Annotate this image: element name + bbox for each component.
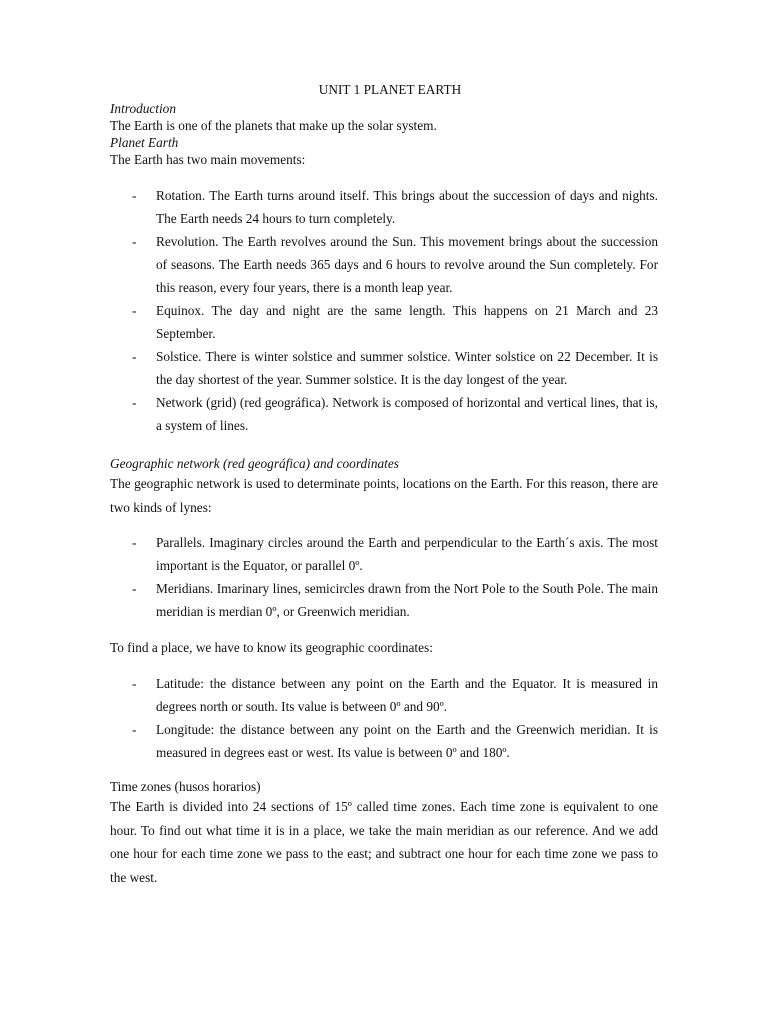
list-item xyxy=(110,672,658,718)
list-dash: - xyxy=(132,234,137,249)
list-item xyxy=(110,577,658,623)
list-dash: - xyxy=(132,722,137,737)
list-dash: - xyxy=(132,188,137,203)
coordinates-list xyxy=(110,672,658,764)
intro-heading: Introduction xyxy=(110,101,176,116)
list-dash: - xyxy=(132,395,137,410)
list-dash: - xyxy=(132,535,137,550)
list-item xyxy=(110,230,658,299)
list-item xyxy=(110,391,658,437)
list-item-text: Revolution. The Earth revolves around the Sun. This movement brings about the succession of seasons. The Earth needs 365 days and 6 hours to revolve around the Sun completely. For this reason, every four years, there is a month leap year. xyxy=(156,234,658,295)
timezones-heading: Time zones (husos horarios) xyxy=(110,779,261,794)
list-item-text: Parallels. Imaginary circles around the Earth and perpendicular to the Earth´s axis. The most important is the Equator, or parallel 0º. xyxy=(156,535,658,573)
list-item xyxy=(110,531,658,577)
list-dash: - xyxy=(132,303,137,318)
lines-list xyxy=(110,531,658,623)
network-heading: Geographic network (red geográfica) and coordinates xyxy=(110,456,399,471)
planet-earth-heading: Planet Earth xyxy=(110,135,179,150)
timezones-text: The Earth is divided into 24 sections of 15º called time zones. Each time zone is equivalent to one hour. To find out what time it is in a place, we take the main meridian as our reference. And we add one hour for each time zone we pass to the east; and subtract one hour for each time zone we pass to the west. xyxy=(110,799,658,885)
list-item-text: Network (grid) (red geográfica). Network is composed of horizontal and vertical lines, that is, a system of lines. xyxy=(156,395,658,433)
list-item xyxy=(110,299,658,345)
network-text: The geographic network is used to determinate points, locations on the Earth. For this reason, there are two kinds of lynes: xyxy=(110,476,658,515)
list-item-text: Solstice. There is winter solstice and summer solstice. Winter solstice on 22 December. It is the day shortest of the year. Summer solstice. It is the day longest of the year. xyxy=(156,349,658,387)
intro-text: The Earth is one of the planets that make up the solar system. xyxy=(110,118,437,133)
list-dash: - xyxy=(132,676,137,691)
document-page xyxy=(110,80,658,889)
movements-list xyxy=(110,184,658,437)
list-item-text: Equinox. The day and night are the same length. This happens on 21 March and 23 September. xyxy=(156,303,658,341)
list-dash: - xyxy=(132,349,137,364)
list-item xyxy=(110,184,658,230)
list-dash: - xyxy=(132,581,137,596)
coordinates-intro: To find a place, we have to know its geographic coordinates: xyxy=(110,640,433,655)
list-item-text: Latitude: the distance between any point on the Earth and the Equator. It is measured in degrees north or south. Its value is between 0º and 90º. xyxy=(156,676,658,714)
document-title: UNIT 1 PLANET EARTH xyxy=(318,82,462,97)
list-item xyxy=(110,718,658,764)
list-item-text: Longitude: the distance between any point on the Earth and the Greenwich meridian. It is measured in degrees east or west. Its value is between 0º and 180º. xyxy=(156,722,658,760)
list-item xyxy=(110,345,658,391)
list-item-text: Rotation. The Earth turns around itself. This brings about the succession of days and nights. The Earth needs 24 hours to turn completely. xyxy=(156,188,658,226)
list-item-text: Meridians. Imarinary lines, semicircles drawn from the Nort Pole to the South Pole. The main meridian is merdian 0º, or Greenwich meridian. xyxy=(156,581,658,619)
movements-intro: The Earth has two main movements: xyxy=(110,152,306,167)
